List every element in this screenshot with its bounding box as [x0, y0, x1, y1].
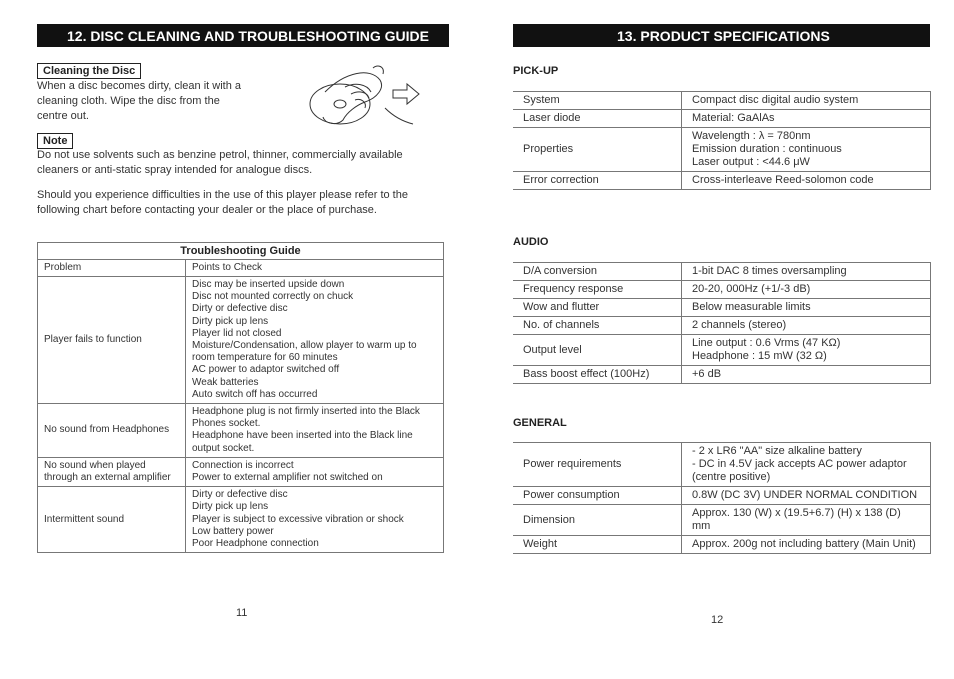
table-row: [513, 443, 931, 487]
spec-value-line: Compact disc digital audio system: [692, 94, 859, 106]
cleaning-label: [37, 63, 141, 79]
spec-key: Wow and flutter: [513, 299, 682, 317]
spec-key: Weight: [513, 536, 682, 554]
check-item: Disc not mounted correctly on chuck: [192, 291, 354, 303]
cleaning-line: cleaning cloth. Wipe the disc from the: [37, 95, 220, 107]
general-heading: GENERAL: [513, 417, 567, 429]
problem-cell: No sound from Headphones: [38, 404, 186, 458]
table-row: [38, 487, 444, 553]
check-item: Moisture/Condensation, allow player to warm up to: [192, 340, 417, 352]
note-paragraph: [37, 148, 447, 178]
intro-line: Should you experience difficulties in the use of this player please refer to the: [37, 189, 408, 201]
note-label-text: Note: [43, 135, 68, 147]
table-row: [513, 172, 931, 190]
audio-heading: AUDIO: [513, 236, 549, 248]
table-row: [513, 335, 931, 366]
check-item: output socket.: [192, 442, 255, 454]
check-item: Dirty pick up lens: [192, 501, 269, 513]
spec-value: [682, 110, 931, 128]
page-number-left: 11: [236, 607, 248, 619]
spec-key: Power requirements: [513, 443, 682, 487]
disc-cleaning-illustration: [285, 62, 425, 132]
check-item: Player is subject to excessive vibration or shock: [192, 513, 404, 525]
check-item: Disc may be inserted upside down: [192, 279, 345, 290]
spec-value-line: (centre positive): [692, 471, 771, 483]
cleaning-label-text: Cleaning the Disc: [43, 65, 136, 77]
spec-value: [682, 366, 931, 384]
check-item: Power to external amplifier not switched on: [192, 472, 383, 484]
table-row: [513, 366, 931, 384]
table-row: [513, 505, 931, 536]
audio-spec-table: [513, 262, 931, 384]
check-item: Weak batteries: [192, 376, 259, 388]
spec-value-line: 20-20, 000Hz (+1/-3 dB): [692, 283, 811, 295]
spec-value: [682, 128, 931, 172]
section-12-title: 12. DISC CLEANING AND TROUBLESHOOTING GUIDE: [67, 27, 429, 44]
spec-value-line: - 2 x LR6 "AA" size alkaline battery: [692, 445, 862, 457]
problem-cell: Intermittent sound: [38, 487, 186, 553]
spec-key: Output level: [513, 335, 682, 366]
spec-value: [682, 281, 931, 299]
column-header-points: Points to Check: [186, 260, 444, 277]
spec-value-line: Emission duration : continuous: [692, 143, 842, 155]
table-row: [513, 110, 931, 128]
spec-value-line: Wavelength : λ = 780nm: [692, 130, 811, 142]
table-row: [513, 281, 931, 299]
points-cell: [186, 457, 444, 486]
spec-value: [682, 536, 931, 554]
check-item: Connection is incorrect: [192, 459, 294, 471]
spec-value: [682, 505, 931, 536]
check-item: Poor Headphone connection: [192, 538, 319, 550]
spec-value-line: +6 dB: [692, 368, 722, 380]
column-header-problem: Problem: [38, 260, 186, 277]
spec-value-line: Material: GaAlAs: [692, 112, 775, 124]
spec-value-line: Approx. 130 (W) x (19.5+6.7) (H) x 138 (D) mm: [692, 507, 901, 532]
spec-value-line: Below measurable limits: [692, 301, 811, 313]
spec-key: No. of channels: [513, 317, 682, 335]
section-13-header: [513, 24, 930, 47]
spec-value-line: 1-bit DAC 8 times oversampling: [692, 265, 847, 277]
table-row: [38, 457, 444, 486]
spec-key: D/A conversion: [513, 263, 682, 281]
note-line: Do not use solvents such as benzine petrol, thinner, commercially available: [37, 149, 403, 161]
troubleshoot-intro: [37, 188, 447, 218]
cleaning-line: When a disc becomes dirty, clean it with a: [37, 80, 241, 92]
table-row: [513, 263, 931, 281]
troubleshooting-title: Troubleshooting Guide: [38, 243, 444, 260]
spec-value-line: 2 channels (stereo): [692, 319, 787, 331]
page-number-right: 12: [711, 614, 724, 626]
spec-value: [682, 487, 931, 505]
check-item: Dirty or defective disc: [192, 303, 288, 315]
cleaning-line: centre out.: [37, 110, 89, 122]
intro-line: following chart before contacting your dealer or the place of purchase.: [37, 204, 377, 216]
spec-key: Properties: [513, 128, 682, 172]
spec-value: [682, 317, 931, 335]
check-item: Dirty or defective disc: [192, 489, 288, 501]
problem-line: No sound when played: [44, 460, 146, 472]
check-item: Auto switch off has occurred: [192, 388, 318, 400]
note-line: cleaners or anti-static spray intended for analogue discs.: [37, 164, 313, 176]
points-cell: [186, 277, 444, 404]
check-item: AC power to adaptor switched off: [192, 364, 340, 376]
check-item: room temperature for 60 minutes: [192, 352, 338, 364]
spec-value-line: Laser output : <44.6 μW: [692, 156, 810, 168]
points-cell: [186, 404, 444, 458]
general-spec-table: [513, 442, 931, 554]
spec-value-line: - DC in 4.5V jack accepts AC power adaptor: [692, 458, 907, 470]
spec-key: Error correction: [513, 172, 682, 190]
spec-value: [682, 299, 931, 317]
spec-value: [682, 443, 931, 487]
check-item: Headphone plug is not firmly inserted into the Black: [192, 406, 420, 418]
problem-cell: [38, 457, 186, 486]
table-row: [38, 404, 444, 458]
spec-value-line: Headphone : 15 mW (32 Ω): [692, 350, 827, 362]
table-row: [513, 92, 931, 110]
pickup-heading: PICK-UP: [513, 65, 559, 77]
spec-value-line: Approx. 200g not including battery (Main Unit): [692, 538, 916, 550]
spec-key: Frequency response: [513, 281, 682, 299]
table-row: [38, 277, 444, 404]
problem-cell: Player fails to function: [38, 277, 186, 404]
spec-key: System: [513, 92, 682, 110]
spec-value-line: 0.8W (DC 3V) UNDER NORMAL CONDITION: [692, 489, 918, 501]
table-row: [513, 317, 931, 335]
section-13-title: 13. PRODUCT SPECIFICATIONS: [617, 27, 830, 44]
points-cell: [186, 487, 444, 553]
pickup-spec-table: [513, 91, 931, 190]
check-item: Dirty pick up lens: [192, 315, 269, 327]
check-item: Player lid not closed: [192, 327, 282, 339]
spec-value-line: Cross-interleave Reed-solomon code: [692, 174, 874, 186]
table-row: [513, 299, 931, 317]
section-12-header: [37, 24, 449, 47]
table-row: [513, 487, 931, 505]
spec-value: [682, 335, 931, 366]
spec-key: Power consumption: [513, 487, 682, 505]
problem-line: through an external amplifier: [44, 472, 171, 484]
cleaning-paragraph: [37, 79, 267, 124]
check-item: Low battery power: [192, 525, 274, 537]
troubleshooting-table: [37, 242, 444, 553]
check-item: Headphone have been inserted into the Black line: [192, 430, 413, 442]
spec-value-line: Line output : 0.6 Vrms (47 KΩ): [692, 337, 841, 349]
spec-value: [682, 172, 931, 190]
spec-key: Bass boost effect (100Hz): [513, 366, 682, 384]
spec-value: [682, 92, 931, 110]
check-item: Phones socket.: [192, 418, 261, 430]
table-row: [513, 128, 931, 172]
spec-key: Dimension: [513, 505, 682, 536]
table-row: [513, 536, 931, 554]
note-label: [37, 133, 73, 149]
spec-key: Laser diode: [513, 110, 682, 128]
spec-value: [682, 263, 931, 281]
